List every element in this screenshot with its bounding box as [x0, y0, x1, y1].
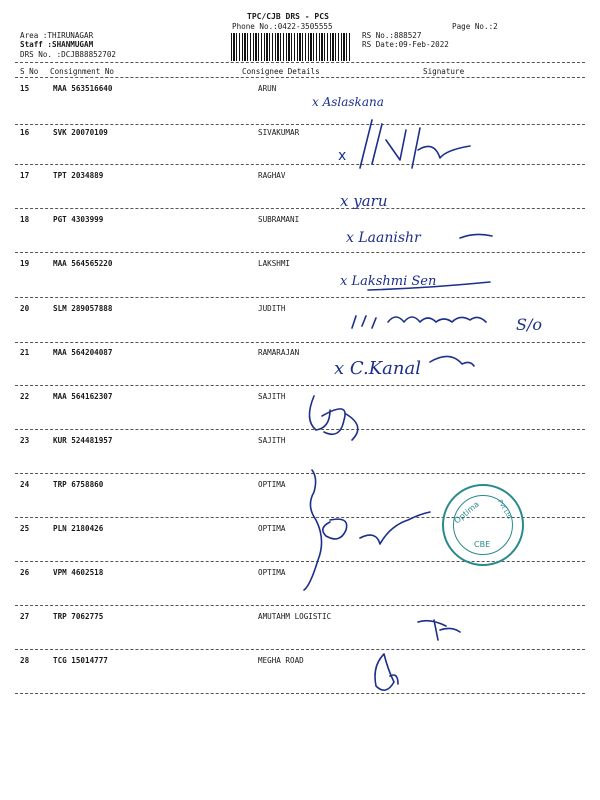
- signature-row-21: x C.Kanal: [334, 358, 421, 379]
- row-consignee: SUBRAMANI: [258, 215, 300, 224]
- row-consignment: MAA 564162307: [53, 392, 113, 401]
- row-consignment: SLM 289057888: [53, 304, 113, 313]
- signature-row-21-tail: [430, 356, 474, 366]
- row-sno: 19: [20, 259, 30, 268]
- signature-row-22: [309, 396, 357, 440]
- signature-row-18: x Laanishr: [346, 230, 421, 246]
- row-consignment: MAA 564204087: [53, 348, 113, 357]
- row-sno: 21: [20, 348, 30, 357]
- row-sno: 15: [20, 84, 30, 93]
- svg-text:S/o: S/o: [516, 315, 542, 334]
- document-title: TPC/CJB DRS - PCS: [247, 12, 329, 21]
- signature-row-20: [352, 315, 542, 334]
- svg-text:x: x: [338, 148, 347, 164]
- row-sno: 28: [20, 656, 30, 665]
- row-sno: 20: [20, 304, 30, 313]
- signature-row-27: [418, 620, 460, 640]
- row-consignee: RAMARAJAN: [258, 348, 300, 357]
- row-sno: 22: [20, 392, 30, 401]
- row-consignee: JUDITH: [258, 304, 286, 313]
- signature-rows-24-26: [304, 470, 430, 590]
- row-consignment: TRP 6758860: [53, 480, 104, 489]
- page-number: Page No.:2: [452, 22, 498, 31]
- row-sno: 18: [20, 215, 30, 224]
- col-consignee-header: Consignee Details: [242, 67, 320, 76]
- col-consignment-header: Consignment No: [50, 67, 115, 76]
- row-consignment: MAA 563516640: [53, 84, 113, 93]
- phone-number: Phone No.:0422-3505555: [232, 22, 333, 31]
- row-consignee: OPTIMA: [258, 524, 286, 533]
- row-sno: 26: [20, 568, 30, 577]
- row-sno: 23: [20, 436, 30, 445]
- signature-row-19: x Lakshmi Sen: [340, 274, 437, 289]
- signature-row-15: x Aslaskana: [312, 95, 384, 109]
- signature-row-18-tail: [460, 234, 492, 238]
- row-consignee: SAJITH: [258, 392, 286, 401]
- stamp-top-text: Optima: [452, 499, 481, 526]
- rs-date: RS Date:09-Feb-2022: [362, 40, 449, 49]
- col-signature-header: Signature: [423, 67, 465, 76]
- row-sno: 24: [20, 480, 30, 489]
- company-stamp: [442, 484, 524, 566]
- col-sno-header: S No: [20, 67, 39, 76]
- row-consignee: AMUTAHM LOGISTIC: [258, 612, 332, 621]
- row-sno: 27: [20, 612, 30, 621]
- row-consignment: TRP 7062775: [53, 612, 104, 621]
- row-consignment: PGT 4303999: [53, 215, 104, 224]
- row-consignment: VPM 4602518: [53, 568, 104, 577]
- rs-number: RS No.:888527: [362, 31, 422, 40]
- row-consignment: PLN 2180426: [53, 524, 104, 533]
- row-sno: 17: [20, 171, 30, 180]
- row-consignee: MEGHA ROAD: [258, 656, 304, 665]
- row-consignee: SAJITH: [258, 436, 286, 445]
- row-consignee: OPTIMA: [258, 480, 286, 489]
- stamp-bottom-text: CBE: [474, 540, 491, 549]
- signature-row-28: [375, 654, 398, 690]
- row-consignee: ARUN: [258, 84, 277, 93]
- area-label: Area :THIRUNAGAR: [20, 31, 94, 40]
- row-sno: 25: [20, 524, 30, 533]
- drs-number: DRS No. :DCJB88852702: [20, 50, 117, 59]
- row-consignee: LAKSHMI: [258, 259, 291, 268]
- row-sno: 16: [20, 128, 30, 137]
- row-consignee: SIVAKUMAR: [258, 128, 300, 137]
- row-consignment: TCG 15014777: [53, 656, 108, 665]
- row-consignment: SVK 20070109: [53, 128, 108, 137]
- signature-row-17: x yaru: [340, 192, 388, 210]
- row-consignee: RAGHAV: [258, 171, 286, 180]
- row-consignment: KUR 524481957: [53, 436, 113, 445]
- row-consignee: OPTIMA: [258, 568, 286, 577]
- row-consignment: MAA 564565220: [53, 259, 113, 268]
- signature-row-16: [338, 120, 470, 168]
- row-consignment: TPT 2034889: [53, 171, 104, 180]
- stamp-right-text: Pvt Ltd: [496, 498, 513, 521]
- staff-label: Staff :SHANMUGAM: [20, 40, 94, 49]
